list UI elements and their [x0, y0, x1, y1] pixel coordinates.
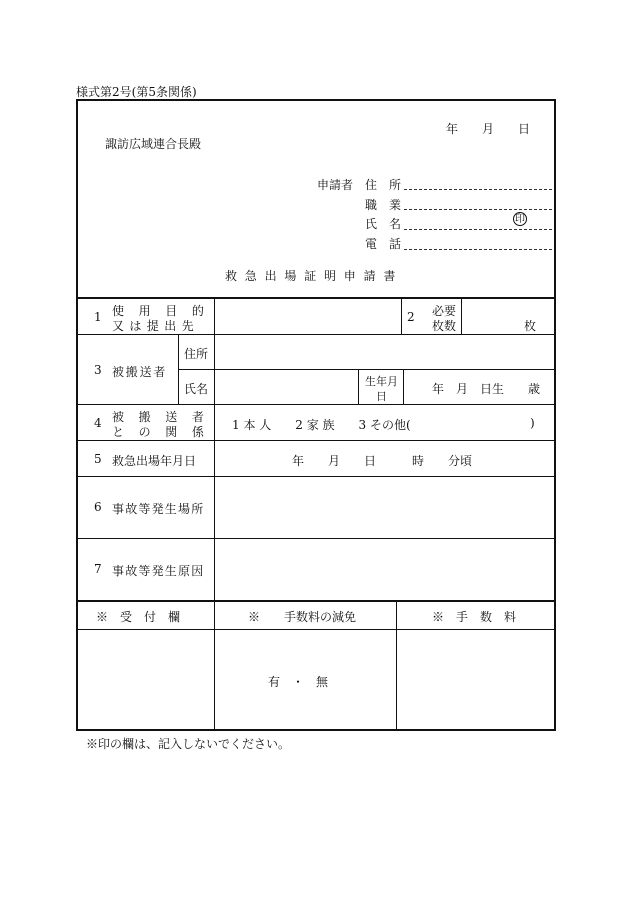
transported-address-field[interactable]: [216, 336, 554, 368]
row-divider: [77, 440, 555, 441]
row-2-label: 必要: [432, 304, 457, 318]
purpose-field[interactable]: [216, 299, 400, 333]
copies-unit: 枚: [524, 319, 537, 333]
transported-name-label: 氏名: [184, 382, 209, 396]
applicant-phone-field[interactable]: [404, 249, 552, 250]
row-6-label: 事故等発生場所: [112, 502, 205, 516]
row-divider: [178, 369, 555, 370]
dob-label: 日: [376, 390, 387, 403]
relationship-options[interactable]: 1 本 人 2 家 族 3 その他(: [232, 418, 411, 432]
dob-format: 年 月 日生 歳: [432, 382, 541, 396]
applicant-address-label: 住 所: [365, 178, 402, 192]
form-title: 救急出場証明申請書: [225, 269, 404, 283]
cell-divider: [178, 334, 179, 404]
cell-divider: [401, 298, 402, 334]
form-number-label: 様式第2号(第5条関係): [76, 85, 197, 99]
row-3-label: 被搬送者: [112, 365, 168, 379]
row-divider: [77, 476, 555, 477]
applicant-name-label: 氏 名: [365, 217, 402, 231]
applicant-occupation-field[interactable]: [404, 209, 552, 210]
row-2-label: 枚数: [432, 319, 457, 333]
row-3-number: 3: [94, 363, 102, 377]
row-5-number: 5: [94, 452, 102, 466]
copies-field[interactable]: [463, 299, 521, 333]
row-divider: [77, 334, 555, 335]
row-7-number: 7: [94, 562, 102, 576]
row-divider: [77, 404, 555, 405]
applicant-address-field[interactable]: [404, 189, 552, 190]
fee-exemption-column-header: ※ 手数料の減免: [248, 610, 357, 624]
dispatch-date-format: 年 月 日 時 分頃: [292, 454, 473, 468]
addressee: 諏訪広域連合長殿: [105, 137, 202, 151]
row-4-label: と の 関 係: [112, 425, 210, 439]
relationship-close-paren: ): [530, 416, 535, 430]
transported-name-field[interactable]: [216, 371, 356, 403]
applicant-occupation-label: 職 業: [365, 198, 402, 212]
date-line: 年 月 日: [446, 122, 531, 136]
accident-location-field[interactable]: [216, 478, 554, 537]
row-2-number: 2: [407, 310, 415, 324]
label-column-divider: [214, 298, 215, 604]
row-4-number: 4: [94, 416, 102, 430]
office-column-divider: [214, 600, 215, 730]
row-5-label: 救急出場年月日: [112, 454, 197, 468]
fee-column-header: ※ 手 数 料: [432, 610, 517, 624]
cell-divider: [358, 369, 359, 404]
row-divider: [77, 629, 555, 630]
office-section-border: [77, 600, 555, 602]
cell-divider: [403, 369, 404, 404]
row-6-number: 6: [94, 500, 102, 514]
footnote: ※印の欄は、記入しないでください。: [86, 737, 291, 751]
row-4-label: 被 搬 送 者: [112, 410, 210, 424]
accident-cause-field[interactable]: [216, 540, 554, 599]
row-divider: [77, 538, 555, 539]
office-column-divider: [396, 600, 397, 730]
applicant-prefix: 申請者: [317, 178, 354, 192]
row-7-label: 事故等発生原因: [112, 564, 205, 578]
exemption-yes-no: 有 ・ 無: [268, 675, 329, 689]
row-1-label: 使 用 目 的: [112, 304, 210, 318]
seal-mark: 印: [515, 214, 525, 225]
transported-address-label: 住所: [184, 347, 209, 361]
dob-label: 生年月: [365, 375, 398, 388]
receipt-column-header: ※ 受 付 欄: [96, 610, 181, 624]
applicant-phone-label: 電 話: [365, 237, 402, 251]
row-1-number: 1: [94, 310, 102, 324]
cell-divider: [461, 298, 462, 334]
applicant-name-field[interactable]: [404, 229, 552, 230]
row-1-label: 又は提出先: [112, 319, 200, 333]
